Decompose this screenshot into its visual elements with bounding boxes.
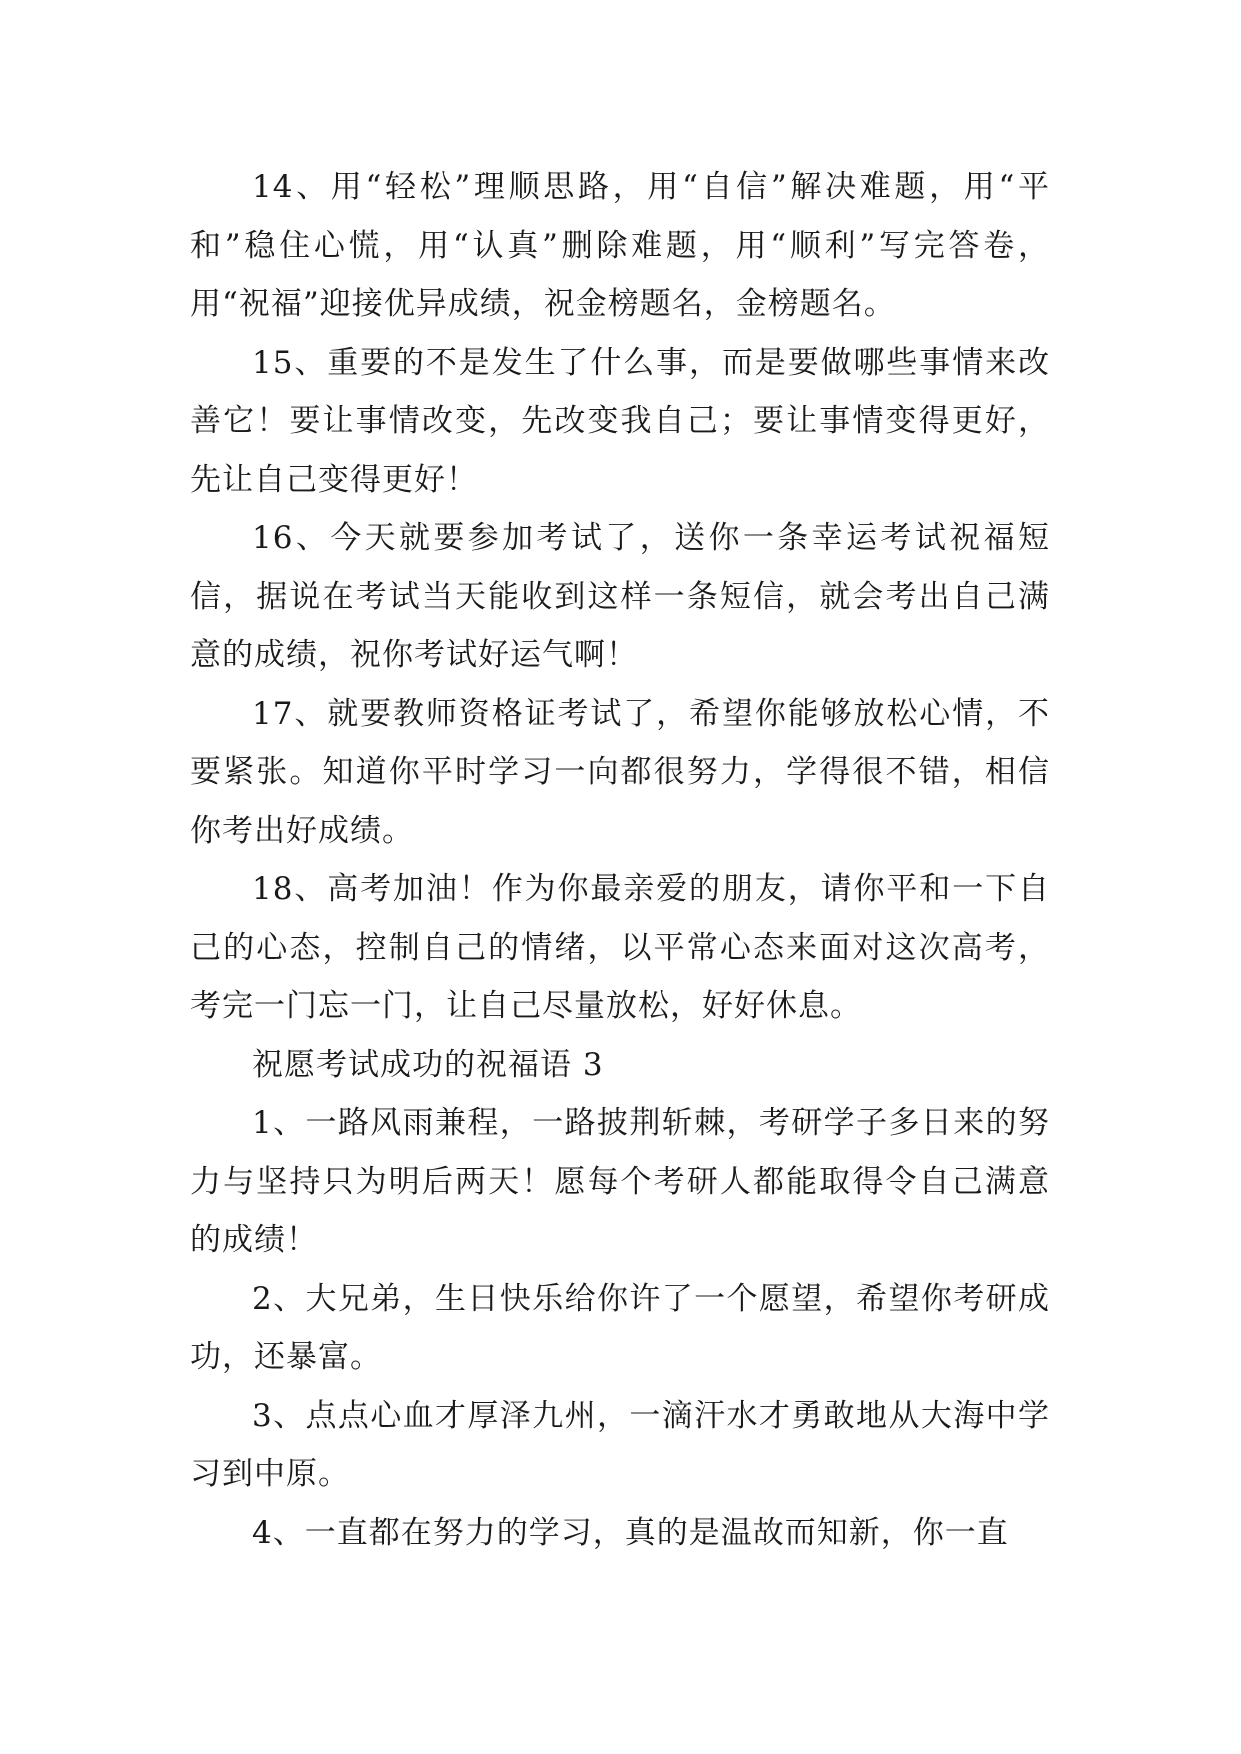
section-heading: 祝愿考试成功的祝福语 3 (252, 1046, 604, 1083)
paragraph-14: 14、用“轻松”理顺思路，用“自信”解决难题，用“平和”稳住心慌，用“认真”删除难题，用“顺利”写完答卷，用“祝福”迎接优异成绩，祝金榜题名，金榜题名。 (190, 169, 1050, 322)
paragraph-4: 4、一直都在努力的学习，真的是温故而知新，你一直 (252, 1514, 1009, 1551)
paragraph-18: 18、高考加油！作为你最亲爱的朋友，请你平和一下自己的心态，控制自己的情绪，以平常心态来面对这次高考，考完一门忘一门，让自己尽量放松，好好休息。 (190, 871, 1050, 1024)
document-body (190, 158, 1050, 1562)
paragraph-2: 2、大兄弟，生日快乐给你许了一个愿望，希望你考研成功，还暴富。 (190, 1280, 1050, 1375)
paragraph-15: 15、重要的不是发生了什么事，而是要做哪些事情来改善它！要让事情改变，先改变我自己；要让事情变得更好，先让自己变得更好！ (190, 344, 1050, 498)
paragraph-16: 16、今天就要参加考试了，送你一条幸运考试祝福短信，据说在考试当天能收到这样一条短信，就会考出自己满意的成绩，祝你考试好运气啊！ (190, 520, 1050, 673)
paragraph-17: 17、就要教师资格证考试了，希望你能够放松心情，不要紧张。知道你平时学习一向都很努力，学得很不错，相信你考出好成绩。 (190, 695, 1050, 849)
paragraph-1: 1、一路风雨兼程，一路披荆斩棘，考研学子多日来的努力与坚持只为明后两天！愿每个考研人都能取得令自己满意的成绩！ (190, 1105, 1050, 1258)
paragraph-3: 3、点点心血才厚泽九州，一滴汗水才勇敢地从大海中学习到中原。 (190, 1397, 1050, 1492)
